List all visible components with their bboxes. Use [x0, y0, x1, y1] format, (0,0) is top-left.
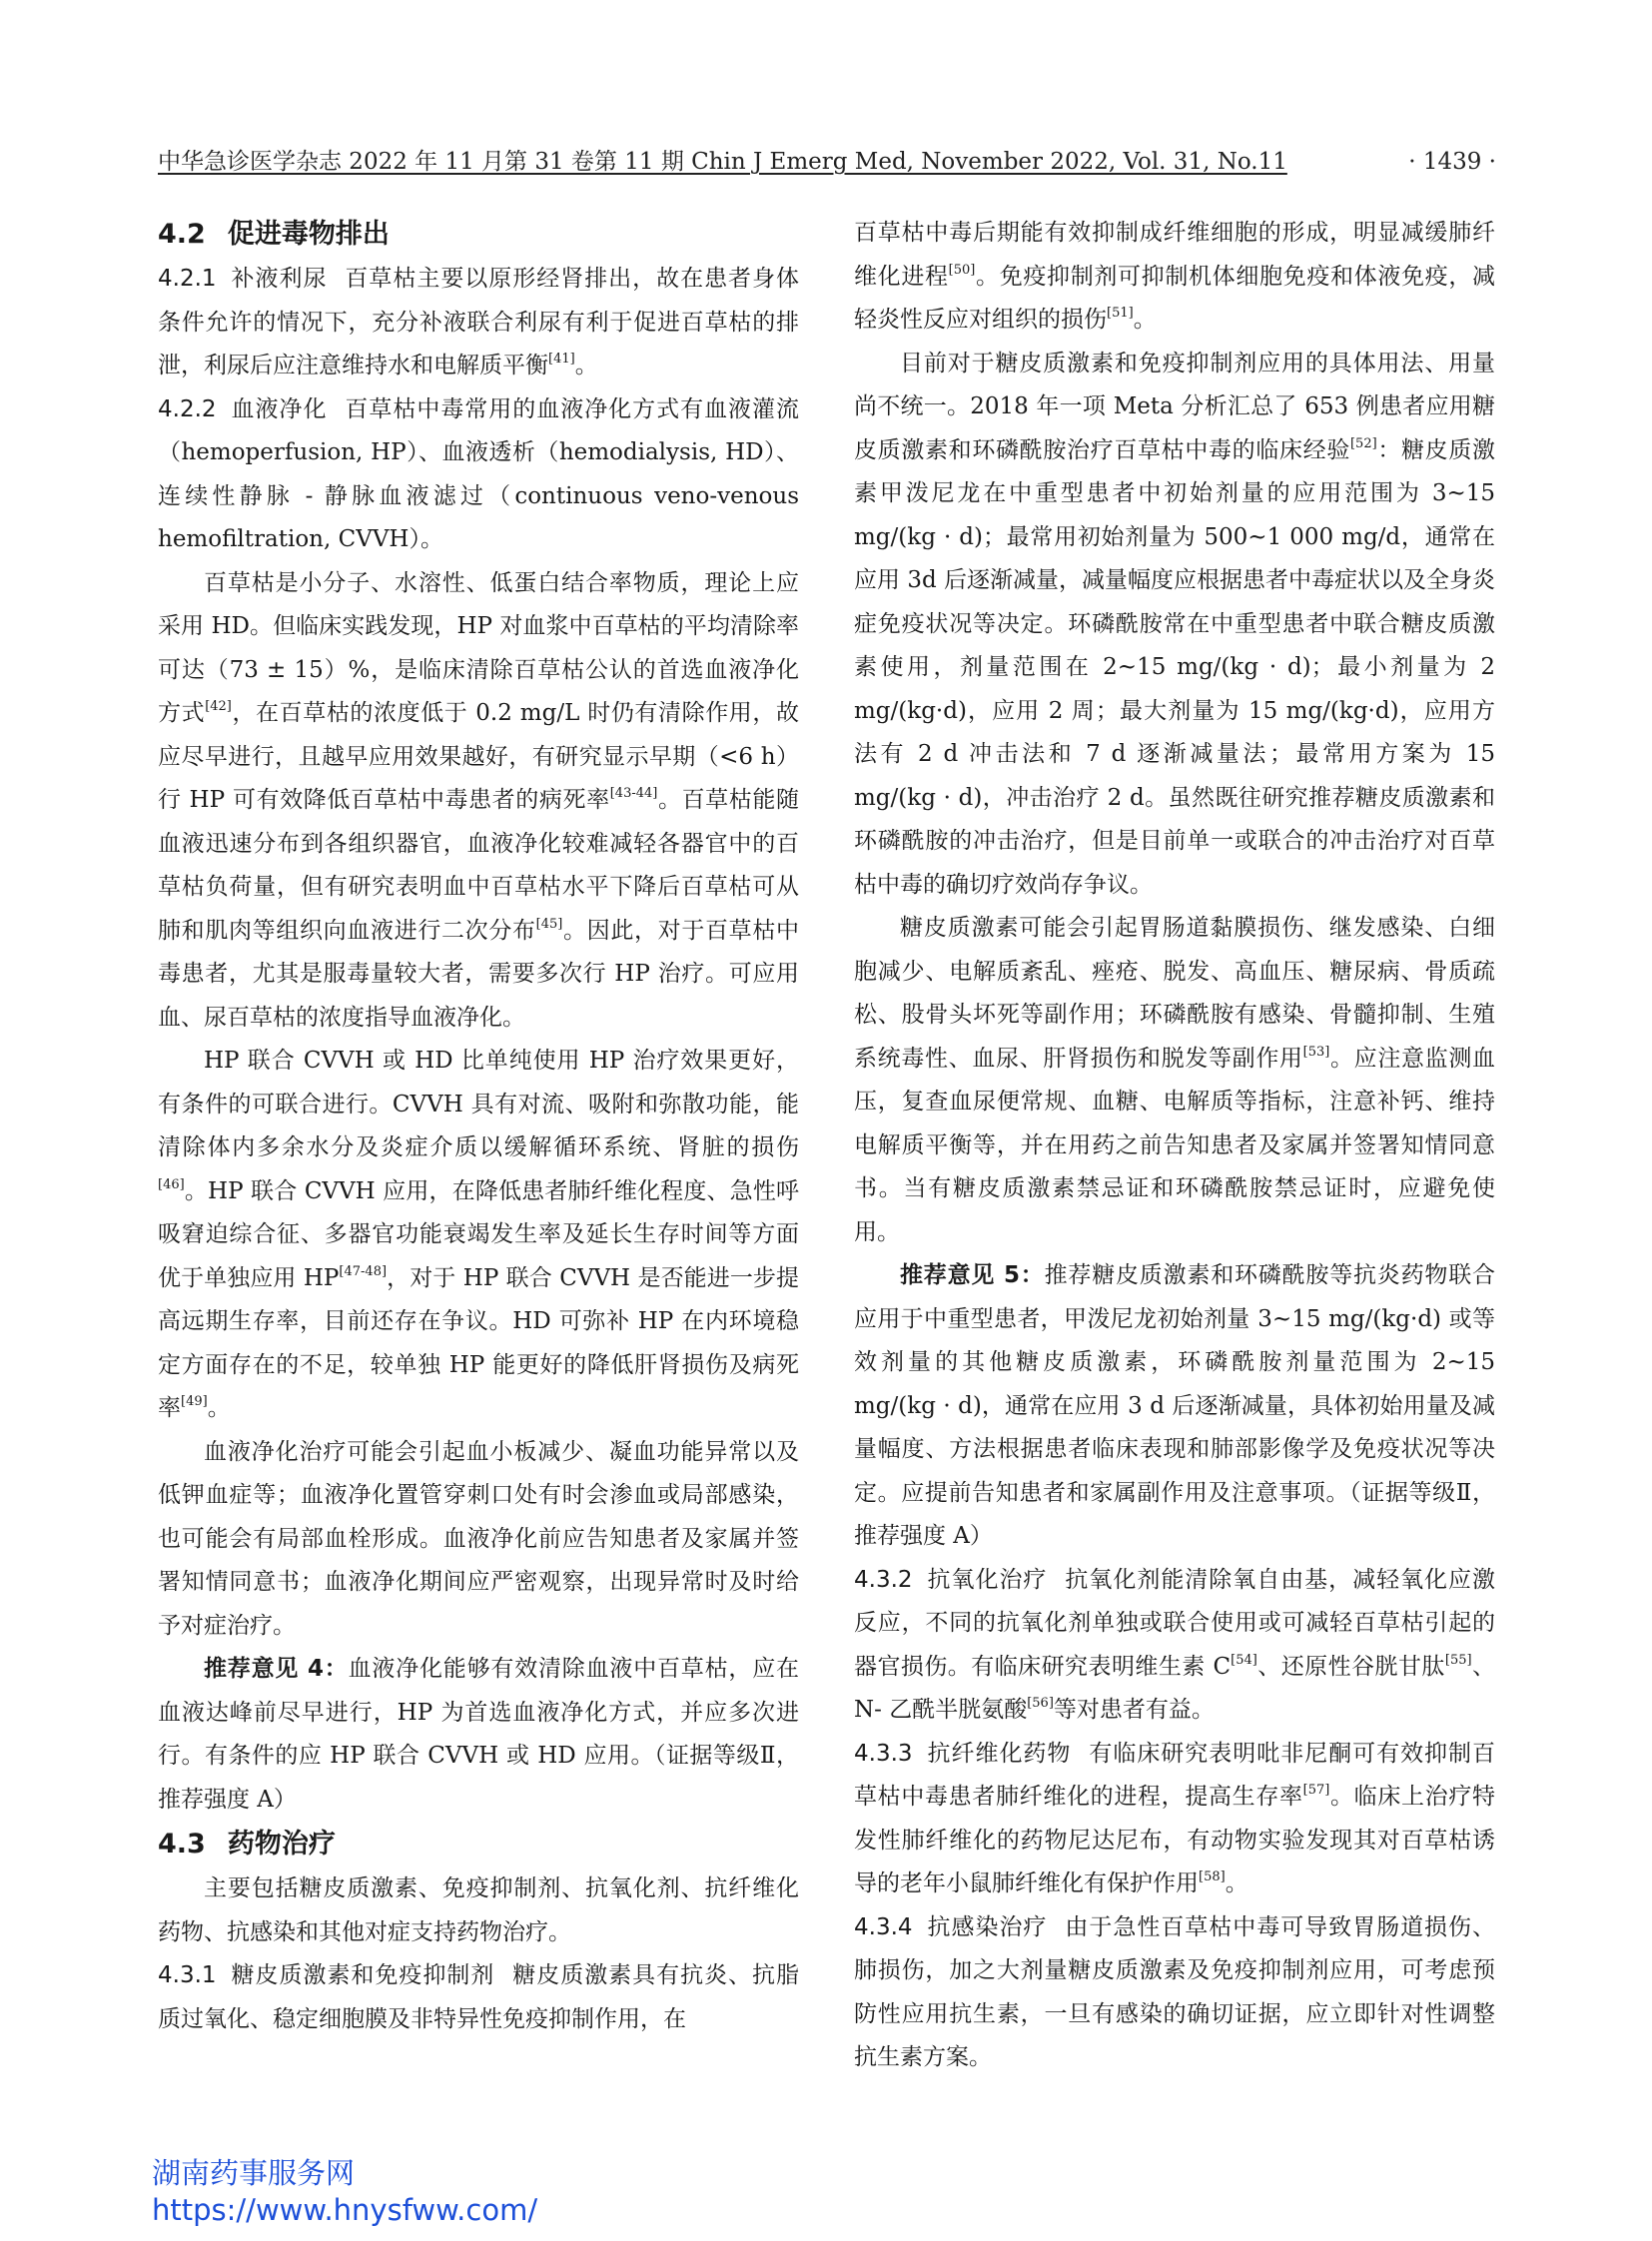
citation: [46]	[158, 1176, 185, 1192]
subsection-4-3-2: 4.3.2 抗氧化治疗 抗氧化剂能清除氧自由基，减轻氧化应激反应，不同的抗氧化剂单独或联合使用或可减轻百草枯引起的器官损伤。有临床研究表明维生素 C[54]、还原性谷胱甘肽[55]、N- 乙酰半胱氨酸[56]等对患者有益。	[854, 1566, 1496, 1723]
paragraph-glucocorticoid-effect: 百草枯中毒后期能有效抑制成纤维细胞的形成，明显减缓肺纤维化进程[50]。免疫抑制剂可抑制机体细胞免疫和体液免疫，减轻炎性反应对组织的损伤[51]。	[854, 220, 1496, 333]
citation: [43-44]	[609, 786, 658, 801]
running-header	[158, 144, 1496, 180]
recommendation-4: 推荐意见 4：血液净化能够有效清除血液中百草枯，应在血液达峰前尽早进行，HP 为首选血液净化方式，并应多次进行。有条件的应 HP 联合 CVVH 或 HD 应用。（证据等级Ⅱ，推荐强度 A）	[158, 1656, 799, 1813]
citation: [56]	[1027, 1696, 1054, 1711]
section-heading-4-2: 4.2 促进毒物排出	[158, 219, 390, 250]
paragraph-hp-clearance: 百草枯是小分子、水溶性、低蛋白结合率物质，理论上应采用 HD。但临床实践发现，HP 对血浆中百草枯的平均清除率可达（73 ± 15）%，是临床清除百草枯公认的首选血液净化方式[42]，在百草枯的浓度低于 0.2 mg/L 时仍有清除作用，故应尽早进行，且越早应用效果越好，有研究显示早期（<6 h）行 HP 可有效降低百草枯中毒患者的病死率[43-44]。百草枯能随血液迅速分布到各组织器官，血液净化较难减轻各器官中的百草枯负荷量，但有研究表明血中百草枯水平下降后百草枯可从肺和肌肉等组织向血液进行二次分布[45]。因此，对于百草枯中毒患者，尤其是服毒量较大者，需要多次行 HP 治疗。可应用血、尿百草枯的浓度指导血液净化。	[158, 569, 800, 1031]
section-heading-4-3: 4.3 药物治疗	[158, 1829, 336, 1860]
citation: [54]	[1231, 1652, 1257, 1668]
citation: [52]	[1349, 435, 1377, 451]
paragraph-drug-overview: 主要包括糖皮质激素、免疫抑制剂、抗氧化剂、抗纤维化药物、抗感染和其他对症支持药物治疗。	[158, 1875, 799, 1945]
watermark-footer	[152, 2155, 537, 2229]
recommendation-5: 推荐意见 5：推荐糖皮质激素和环磷酰胺等抗炎药物联合应用于中重型患者，甲泼尼龙初始剂量 3~15 mg/(kg·d) 或等效剂量的其他糖皮质激素，环磷酰胺剂量范围为 2~15 mg/(kg · d)，通常在应用 3 d 后逐渐减量，具体初始用量及减量幅度、方法根据患者临床表现和肺部影像学及免疫状况等决定。应提前告知患者和家属副作用及注意事项。（证据等级Ⅱ，推荐强度 A）	[854, 1262, 1495, 1549]
citation: [41]	[548, 352, 575, 367]
subsection-4-3-3: 4.3.3 抗纤维化药物 有临床研究表明吡非尼酮可有效抑制百草枯中毒患者肺纤维化的进程，提高生存率[57]。临床上治疗特发性肺纤维化的药物尼达尼布，有动物实验发现其对百草枯诱导的老年小鼠肺纤维化有保护作用[58]。	[854, 1740, 1496, 1896]
subsection-4-3-4: 4.3.4 抗感染治疗 由于急性百草枯中毒可导致胃肠道损伤、肺损伤，加之大剂量糖皮质激素及免疫抑制剂应用，可考虑预防性应用抗生素，一旦有感染的确切证据，应立即针对性调整抗生素方案。	[854, 1913, 1496, 2070]
site-name: 湖南药事服务网	[152, 2156, 356, 2190]
paragraph-dosage: 目前对于糖皮质激素和免疫抑制剂应用的具体用法、用量尚不统一。2018 年一项 Meta 分析汇总了 653 例患者应用糖皮质激素和环磷酰胺治疗百草枯中毒的临床经验[52]：糖皮质激素甲泼尼龙在中重型患者中初始剂量的应用范围为 3~15 mg/(kg · d)；最常用初始剂量为 500~1 000 mg/d，通常在应用 3d 后逐渐减量，减量幅度应根据患者中毒症状以及全身炎症免疫状况等决定。环磷酰胺常在中重型患者中联合糖皮质激素使用，剂量范围在 2~15 mg/(kg · d)；最小剂量为 2 mg/(kg·d)，应用 2 周；最大剂量为 15 mg/(kg·d)，应用方法有 2 d 冲击法和 7 d 逐渐减量法；最常用方案为 15 mg/(kg · d)，冲击治疗 2 d。虽然既往研究推荐糖皮质激素和环磷酰胺的冲击治疗，但是目前单一或联合的冲击治疗对百草枯中毒的确切疗效尚存争议。	[854, 350, 1496, 898]
citation: [55]	[1444, 1652, 1472, 1668]
citation: [50]	[948, 262, 976, 278]
citation: [45]	[535, 916, 563, 932]
subsection-4-3-1: 4.3.1 糖皮质激素和免疫抑制剂 糖皮质激素具有抗炎、抗脂质过氧化、稳定细胞膜及非特异性免疫抑制作用，在	[158, 1962, 800, 2032]
citation: [42]	[205, 699, 232, 714]
right-column	[854, 212, 1495, 2080]
citation: [53]	[1302, 1044, 1330, 1060]
subsection-4-2-1: 4.2.1 补液利尿 百草枯主要以原形经肾排出，故在患者身体条件允许的情况下，充分补液联合利尿有利于促进百草枯的排泄，利尿后应注意维持水和电解质平衡[41]。	[158, 266, 800, 378]
subsection-4-2-2: 4.2.2 血液净化 百草枯中毒常用的血液净化方式有血液灌流（hemoperfusion, HP）、血液透析（hemodialysis, HD）、连续性静脉 - 静脉血液滤过（continuous veno-venous hemofiltration, CVVH）。	[158, 395, 800, 552]
left-column	[158, 212, 799, 2041]
page-number: · 1439 ·	[1408, 149, 1496, 175]
site-url-link[interactable]: https://www.hnysfww.com/	[152, 2193, 538, 2227]
paragraph-hp-cvvh: HP 联合 CVVH 或 HD 比单纯使用 HP 治疗效果更好，有条件的可联合进行。CVVH 具有对流、吸附和弥散功能，能清除体内多余水分及炎症介质以缓解循环系统、肾脏的损伤[46]。HP 联合 CVVH 应用，在降低患者肺纤维化程度、急性呼吸窘迫综合征、多器官功能衰竭发生率及延长生存时间等方面优于单独应用 HP[47-48]，对于 HP 联合 CVVH 是否能进一步提高远期生存率，目前还存在争议。HD 可弥补 HP 在内环境稳定方面存在的不足，较单独 HP 能更好的降低肝肾损伤及病死率[49]。	[158, 1048, 799, 1421]
citation: [57]	[1302, 1783, 1330, 1798]
citation: [47-48]	[339, 1263, 388, 1279]
citation: [49]	[181, 1394, 208, 1409]
paragraph-adverse-effects: 糖皮质激素可能会引起胃肠道黏膜损伤、继发感染、白细胞减少、电解质紊乱、痤疮、脱发、高血压、糖尿病、骨质疏松、股骨头坏死等副作用；环磷酰胺有感染、骨髓抑制、生殖系统毒性、血尿、肝肾损伤和脱发等副作用[53]。应注意监测血压，复查血尿便常规、血糖、电解质等指标，注意补钙、维持电解质平衡等，并在用药之前告知患者及家属并签署知情同意书。当有糖皮质激素禁忌证和环磷酰胺禁忌证时，应避免使用。	[854, 915, 1496, 1245]
citation: [51]	[1107, 306, 1134, 321]
citation: [58]	[1199, 1869, 1226, 1884]
paragraph-side-effects: 血液净化治疗可能会引起血小板减少、凝血功能异常以及低钾血症等；血液净化置管穿刺口处有时会渗血或局部感染，也可能会有局部血栓形成。血液净化前应告知患者及家属并签署知情同意书；血液净化期间应严密观察，出现异常时及时给予对症治疗。	[158, 1438, 799, 1639]
journal-citation: 中华急诊医学杂志 2022 年 11 月第 31 卷第 11 期 Chin J Emerg Med, November 2022, Vol. 31, No.11	[158, 149, 1287, 175]
